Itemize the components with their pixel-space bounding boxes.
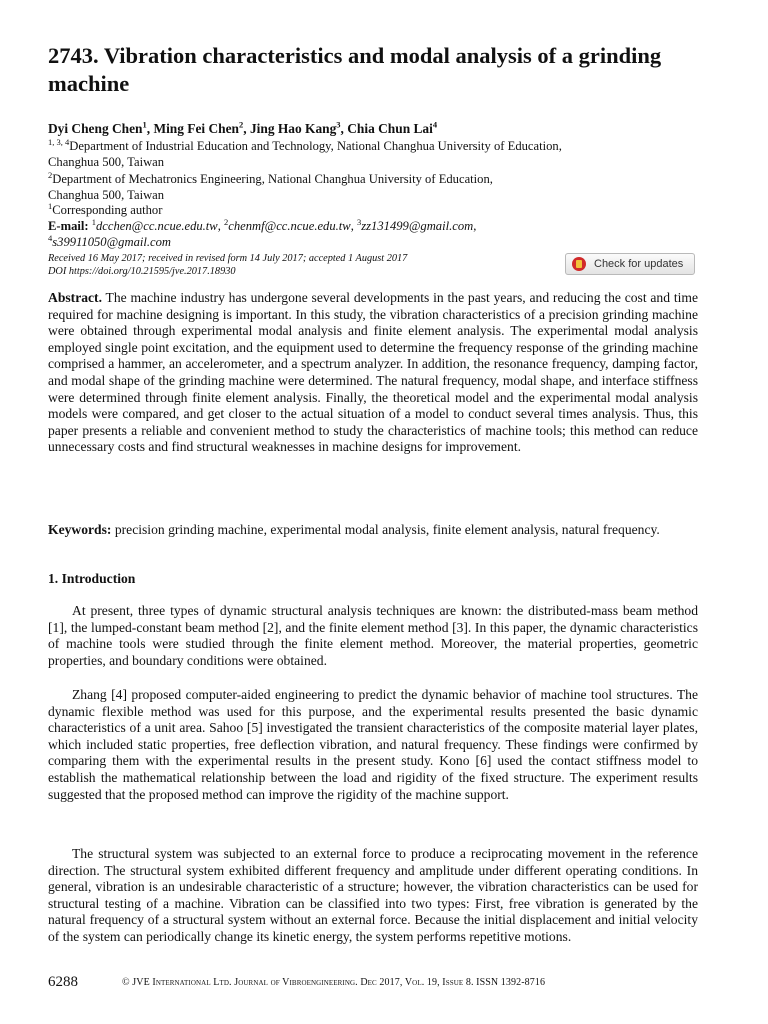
check-for-updates-button[interactable] — [565, 253, 695, 275]
body-paragraph: At present, three types of dynamic structural analysis techniques are known: the distributed-mass beam method [1], the lumped-constant beam method [2], and the finite element method [3]. In this paper, the dynamic characteristics of machine tools were studied through the finite element method. Moreover, the material properties, geometric properties, and boundary conditions were obtained. — [48, 603, 698, 668]
author-separator: , — [243, 121, 250, 136]
keywords-label: Keywords: — [48, 522, 112, 537]
email-sup: 1 — [91, 216, 96, 227]
affiliation-1 — [48, 138, 698, 170]
author-list — [48, 121, 437, 137]
email-block: E-mail: $^1$dcchen@cc.ncue.edu.tw, $^2$chenmf@cc.ncue.edu.tw, $^3$zz131499@gmail.com, $^4$s39911050@gmail.com — [48, 216, 477, 250]
email-link[interactable]: dcchen@cc.ncue.edu.tw — [95, 219, 218, 233]
email-sup: 4 — [48, 233, 53, 244]
body-paragraph: The structural system was subjected to an external force to produce a reciprocating movement in the reference direction. The structural system exhibited different frequency and amplitude under different operating conditions. In general, vibration is an undesirable characteristic of a structure; however, the vibration characteristics can be used for structural testing of a machine. Vibration can be classified into two types: First, free vibration is generated by the natural frequency of a structural system without an external force. Because the initial displacement and initial velocity of the system can periodically change its kinetic energy, the system performs repetitive motions. — [48, 846, 698, 944]
email-sup: 2 — [224, 216, 229, 227]
abstract-text: The machine industry has undergone several developments in the past years, and reducing the cost and time required for machine designing is important. In this study, the vibration characteristics of a precision grinding machine were obtained through experimental modal analysis and finite element analysis. The experimental modal analysis employed single point excitation, and the equipment used to determine the frequency response of the grinding machine comprised a hammer, an accelerometer, and a spectrum analyzer. In addition, the resonance frequency, damping factor, and modal shape of the grinding machine were determined. The natural frequency, modal shape, and interface stiffness were determined through finite element analysis. Finally, the theoretical model and the experimental modal analysis models were compared, and get closer to the actual situation of a model to conduct several times analysis. Thus, this paper presents a reliable and convenient method to study the characteristics of machine tools; this method can reduce unnecessary costs and find structural weaknesses in machine designs for improvement. — [48, 290, 698, 455]
email-link[interactable]: zz131499@gmail.com — [361, 219, 474, 233]
received-dates — [48, 253, 407, 278]
author-name: Jing Hao Kang — [249, 121, 337, 136]
affiliation-text: Changhua 500, Taiwan — [48, 188, 165, 203]
paper-title: 2743. Vibration characteristics and modal analysis of a grinding machine — [48, 43, 662, 96]
abstract — [48, 290, 698, 456]
author-name: Chia Chun Lai — [347, 121, 433, 136]
author-separator: , — [146, 121, 154, 136]
email-link[interactable]: s39911050@gmail.com — [52, 235, 171, 250]
affiliation-text: Corresponding author — [52, 203, 163, 217]
corresponding-author — [48, 202, 698, 218]
section-heading: 1. Introduction — [48, 571, 136, 586]
author-sup: 3 — [336, 119, 341, 130]
keywords — [48, 522, 698, 539]
keywords-text: precision grinding machine, experimental modal analysis, finite element analysis, natural frequency. — [111, 522, 660, 537]
affiliation-sup: 1 — [48, 200, 53, 211]
page-number: 6288 — [48, 974, 78, 990]
author-sup: 4 — [432, 119, 438, 130]
affiliation-2 — [48, 171, 698, 203]
author-separator: , — [340, 121, 348, 136]
affiliation-text: Department of Industrial Education and Technology, National Changhua University of Education, — [69, 139, 562, 153]
check-for-updates-label: Check for updates — [594, 258, 684, 270]
affiliation-sup: 1, 3, 4 — [48, 136, 70, 147]
crossmark-icon — [572, 257, 586, 271]
body-paragraph: Zhang [4] proposed computer-aided engineering to predict the dynamic behavior of machine tool structures. The dynamic flexible method was used for this purpose, and the experimental results presented the basic dynamic characteristics of a unit area. Sahoo [5] investigated the transient characteristics of the composite material layer plates, which included static properties, free deflection vibration, and natural frequency. These findings were confirmed by comparing them with the experimental results in the present study. Kono [6] used the contact stiffness model to establish the mathematical relationship between the load and rigidity of the fixed structure. The experiment results suggested that the proposed method can improve the rigidity of the machine support. — [48, 687, 698, 802]
affiliation-sup: 2 — [48, 169, 53, 180]
author-name: Dyi Cheng Chen — [48, 121, 143, 136]
author-sup: 1 — [142, 119, 147, 130]
doi-link[interactable]: DOI https://doi.org/10.21595/jve.2017.18930 — [48, 265, 236, 277]
email-sup: 3 — [357, 216, 362, 227]
author-name: Ming Fei Chen — [153, 121, 240, 136]
email-link[interactable]: chenmf@cc.ncue.edu.tw — [228, 219, 351, 233]
affiliation-text: Changhua 500, Taiwan — [48, 155, 165, 170]
journal-footer: © JVE International Ltd. Journal of Vibroengineering. Dec 2017, Vol. 19, Issue 8. ISSN 1392-8716 — [122, 977, 546, 988]
author-sup: 2 — [239, 119, 244, 130]
affiliation-text: Department of Mechatronics Engineering, National Changhua University of Education, — [52, 172, 493, 186]
abstract-label: Abstract. — [48, 290, 102, 305]
email-label: E-mail: — [48, 219, 92, 233]
received-line: Received 16 May 2017; received in revised form 14 July 2017; accepted 1 August 2017 — [48, 253, 408, 264]
